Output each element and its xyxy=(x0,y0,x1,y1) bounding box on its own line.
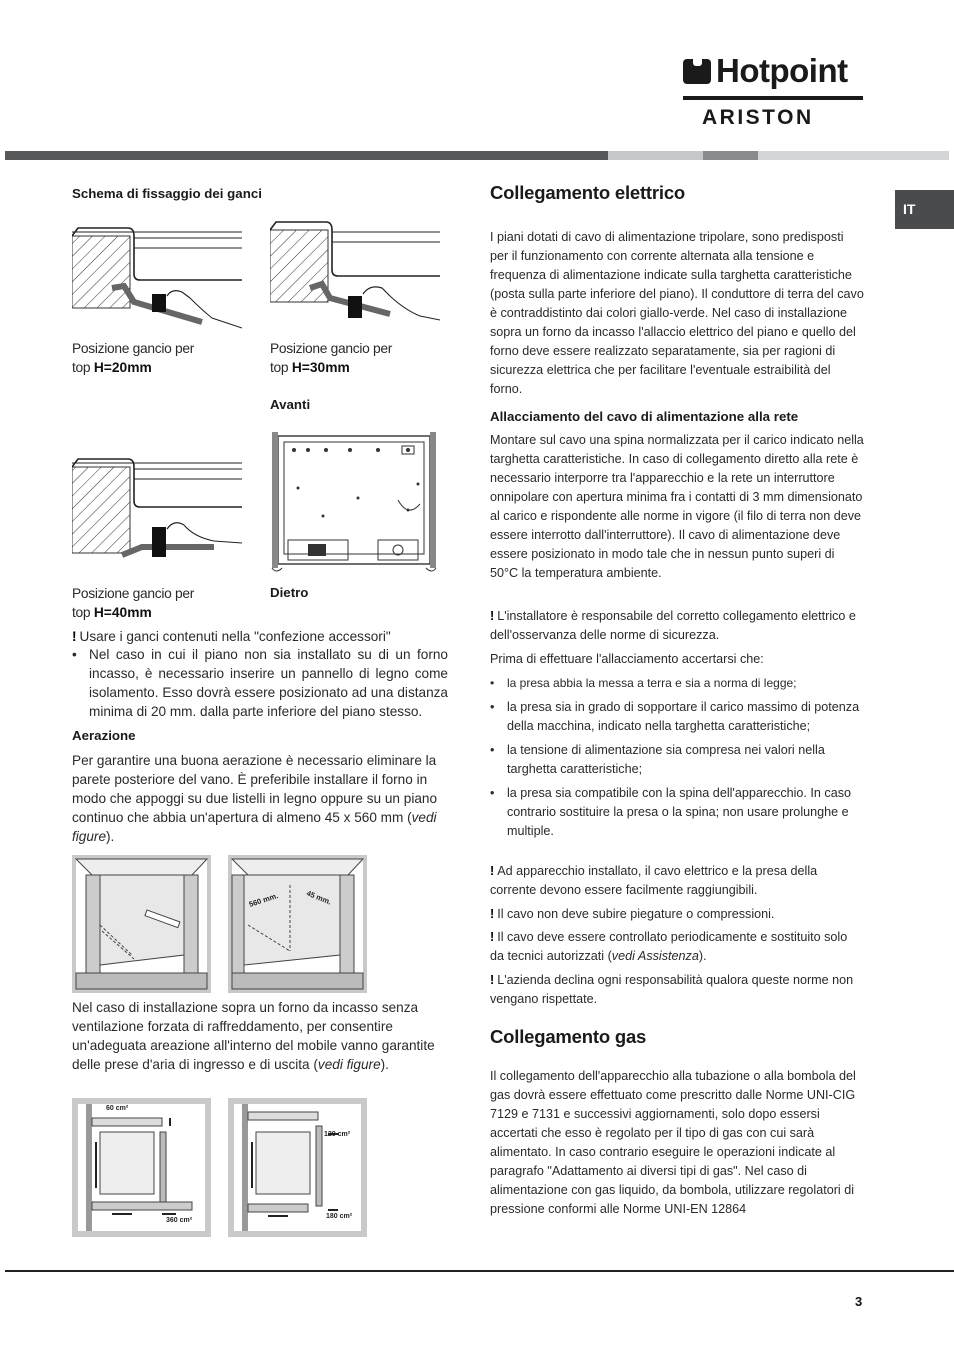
label-360cm2: 360 cm² xyxy=(166,1217,193,1224)
brand-divider xyxy=(683,96,863,100)
brand-name: Hotpoint xyxy=(716,52,848,89)
ventilation-figure-2 xyxy=(228,1098,367,1237)
label-dietro: Dietro xyxy=(270,585,309,600)
warning-icon: ! xyxy=(490,907,495,921)
electrical-paragraph: I piani dotati di cavo di alimentazione tripolare, sono predisposti per il funzionamento con corrente alternata alla tensione e frequenza di alimentazione indicate sulla targhetta caratteristiche (posta sulla parte inferiore del piano). Il conduttore di terra del cavo è contraddistinto dai colori giallo-verde. Nel caso di installazione sopra un forno da incasso l'allaccio elettrico del piano e quello del forno deve essere realizzato separatamente, sia per ragioni di sicurezza elettrica che per facilitare l'eventuale estraibilità del forno. xyxy=(490,230,864,396)
warning-reach: ! Ad apparecchio installato, il cavo elettrico e la presa della corrente devono essere facilmente raggiungibili. xyxy=(490,864,818,897)
label-560mm: 560 mm. xyxy=(247,891,280,909)
hook-diagram-h20 xyxy=(72,218,242,330)
brand-logo-mark-icon xyxy=(683,59,711,84)
warning-check: ! Il cavo deve essere controllato periodicamente e sostituito solo da tecnici autorizzati (vedi Assistenza). xyxy=(490,930,848,963)
warning-hooks: ! Usare i ganci contenuti nella "confezione accessori" xyxy=(72,629,391,644)
list-item: • la presa sia in grado di sopportare il carico massimo di potenza della macchina, indicato nella targhetta caratteristiche; xyxy=(490,698,864,736)
language-tab[interactable] xyxy=(895,190,954,229)
hooks-title: Schema di fissaggio dei ganci xyxy=(72,186,262,201)
list-item: • la presa sia compatibile con la spina dell'apparecchio. In caso contrario sostituire la presa o la spina; non usare prolunghe e multiple. xyxy=(490,784,864,841)
hook-diagram-h40 xyxy=(72,445,242,565)
brand-sub: ARISTON xyxy=(702,106,814,129)
caption-h40: Posizione gancio per top H=40mm xyxy=(72,586,195,620)
bullet-panel: • Nel caso in cui il piano non sia installato su di un forno incasso, è necessario inserire un pannello di legno come isolamento. Esso dovrà essere posizionato ad una distanza minima di 20 mm. dalla parte inferiore del piano stesso. xyxy=(72,645,448,726)
warning-icon: ! xyxy=(490,609,495,623)
hob-top-view xyxy=(268,428,440,574)
gas-title: Collegamento gas xyxy=(490,1026,647,1047)
hook-diagram-h30 xyxy=(270,218,440,330)
cable-title: Allacciamento del cavo di alimentazione alla rete xyxy=(490,409,799,424)
warning-bend: ! Il cavo non deve subire piegature o compressioni. xyxy=(490,907,775,921)
warning-icon: ! xyxy=(490,973,495,987)
warning-installer: ! L'installatore è responsabile del corretto collegamento elettrico e dell'osservanza delle norme di sicurezza. xyxy=(490,609,856,642)
header-band xyxy=(5,151,949,160)
aeration-figure-2 xyxy=(228,855,367,993)
aeration-paragraph-1: Per garantire una buona aerazione è necessario eliminare la parete posteriore del vano. È preferibile installare il forno in modo che appoggi su due listelli in legno oppure su un piano continuo che abbia un'apertura di almeno 45 x 560 mm (vedi figure). xyxy=(72,753,438,844)
caption-h20: Posizione gancio per top H=20mm xyxy=(72,341,195,375)
aeration-paragraph-2: Nel caso di installazione sopra un forno da incasso senza ventilazione forzata di raffreddamento, per consentire un'adeguata areazione all'interno del mobile vanno garantite delle prese d'aria di ingresso e di uscita (vedi figure). xyxy=(72,1000,435,1072)
label-45mm: 45 mm. xyxy=(305,888,333,907)
cable-paragraph: Montare sul cavo una spina normalizzata per il carico indicato nella targhetta caratteristiche. In caso di collegamento diretto alla rete è necessario interporre tra l'apparecchio e la rete un interruttore onnipolare con apertura minima fra i contatti di 3 mm dimensionato al carico e rispondente alle norme in vigore (il filo di terra non deve essere interrotto dall'interruttore). Il cavo di alimentazione deve essere posizionato in modo tale che in nessun punto superi di 50°C la temperatura ambiente. xyxy=(490,433,864,580)
language-tab-label: IT xyxy=(903,201,916,217)
gas-paragraph: Il collegamento dell'apparecchio alla tubazione o alla bombola del gas dovrà essere effettuato come prescritto dalle Norme UNI-CIG 7129 e 7131 e successivi aggiornamenti, solo dopo essersi accertati che esso è regolato per il tipo di gas con cui sarà alimentato. In caso contrario eseguire le operazioni indicate al paragrafo "Adattamento ai diversi tipi di gas". Nel caso di alimentazione con gas liquido, da bombola, utilizzare regolatori di pressione conformi alle Norme UNI-EN 12864 xyxy=(490,1069,856,1216)
label-avanti: Avanti xyxy=(270,397,311,412)
page-number: 3 xyxy=(855,1294,863,1309)
checks-list xyxy=(490,674,864,846)
ventilation-figure-1 xyxy=(72,1098,211,1237)
before-connect: Prima di effettuare l'allacciamento accertarsi che: xyxy=(490,652,764,666)
list-item: • la tensione di alimentazione sia compresa nei valori nella targhetta caratteristiche; xyxy=(490,741,864,779)
warning-icon: ! xyxy=(490,930,495,944)
caption-h30: Posizione gancio per top H=30mm xyxy=(270,341,393,375)
aeration-figure-1 xyxy=(72,855,211,993)
label-180cm2: 180 cm² xyxy=(326,1213,353,1220)
warning-icon: ! xyxy=(490,864,495,878)
warning-icon: ! xyxy=(72,629,77,644)
label-120cm2: 120 cm² xyxy=(324,1131,351,1138)
electrical-title: Collegamento elettrico xyxy=(490,182,686,203)
footer-rule xyxy=(5,1270,954,1272)
aeration-title: Aerazione xyxy=(72,728,136,743)
label-60cm2: 60 cm² xyxy=(106,1105,129,1112)
warning-liability: ! L'azienda declina ogni responsabilità qualora queste norme non vengano rispettate. xyxy=(490,973,854,1006)
list-item: • la presa abbia la messa a terra e sia a norma di legge; xyxy=(490,674,864,693)
brand-logo xyxy=(680,52,865,132)
